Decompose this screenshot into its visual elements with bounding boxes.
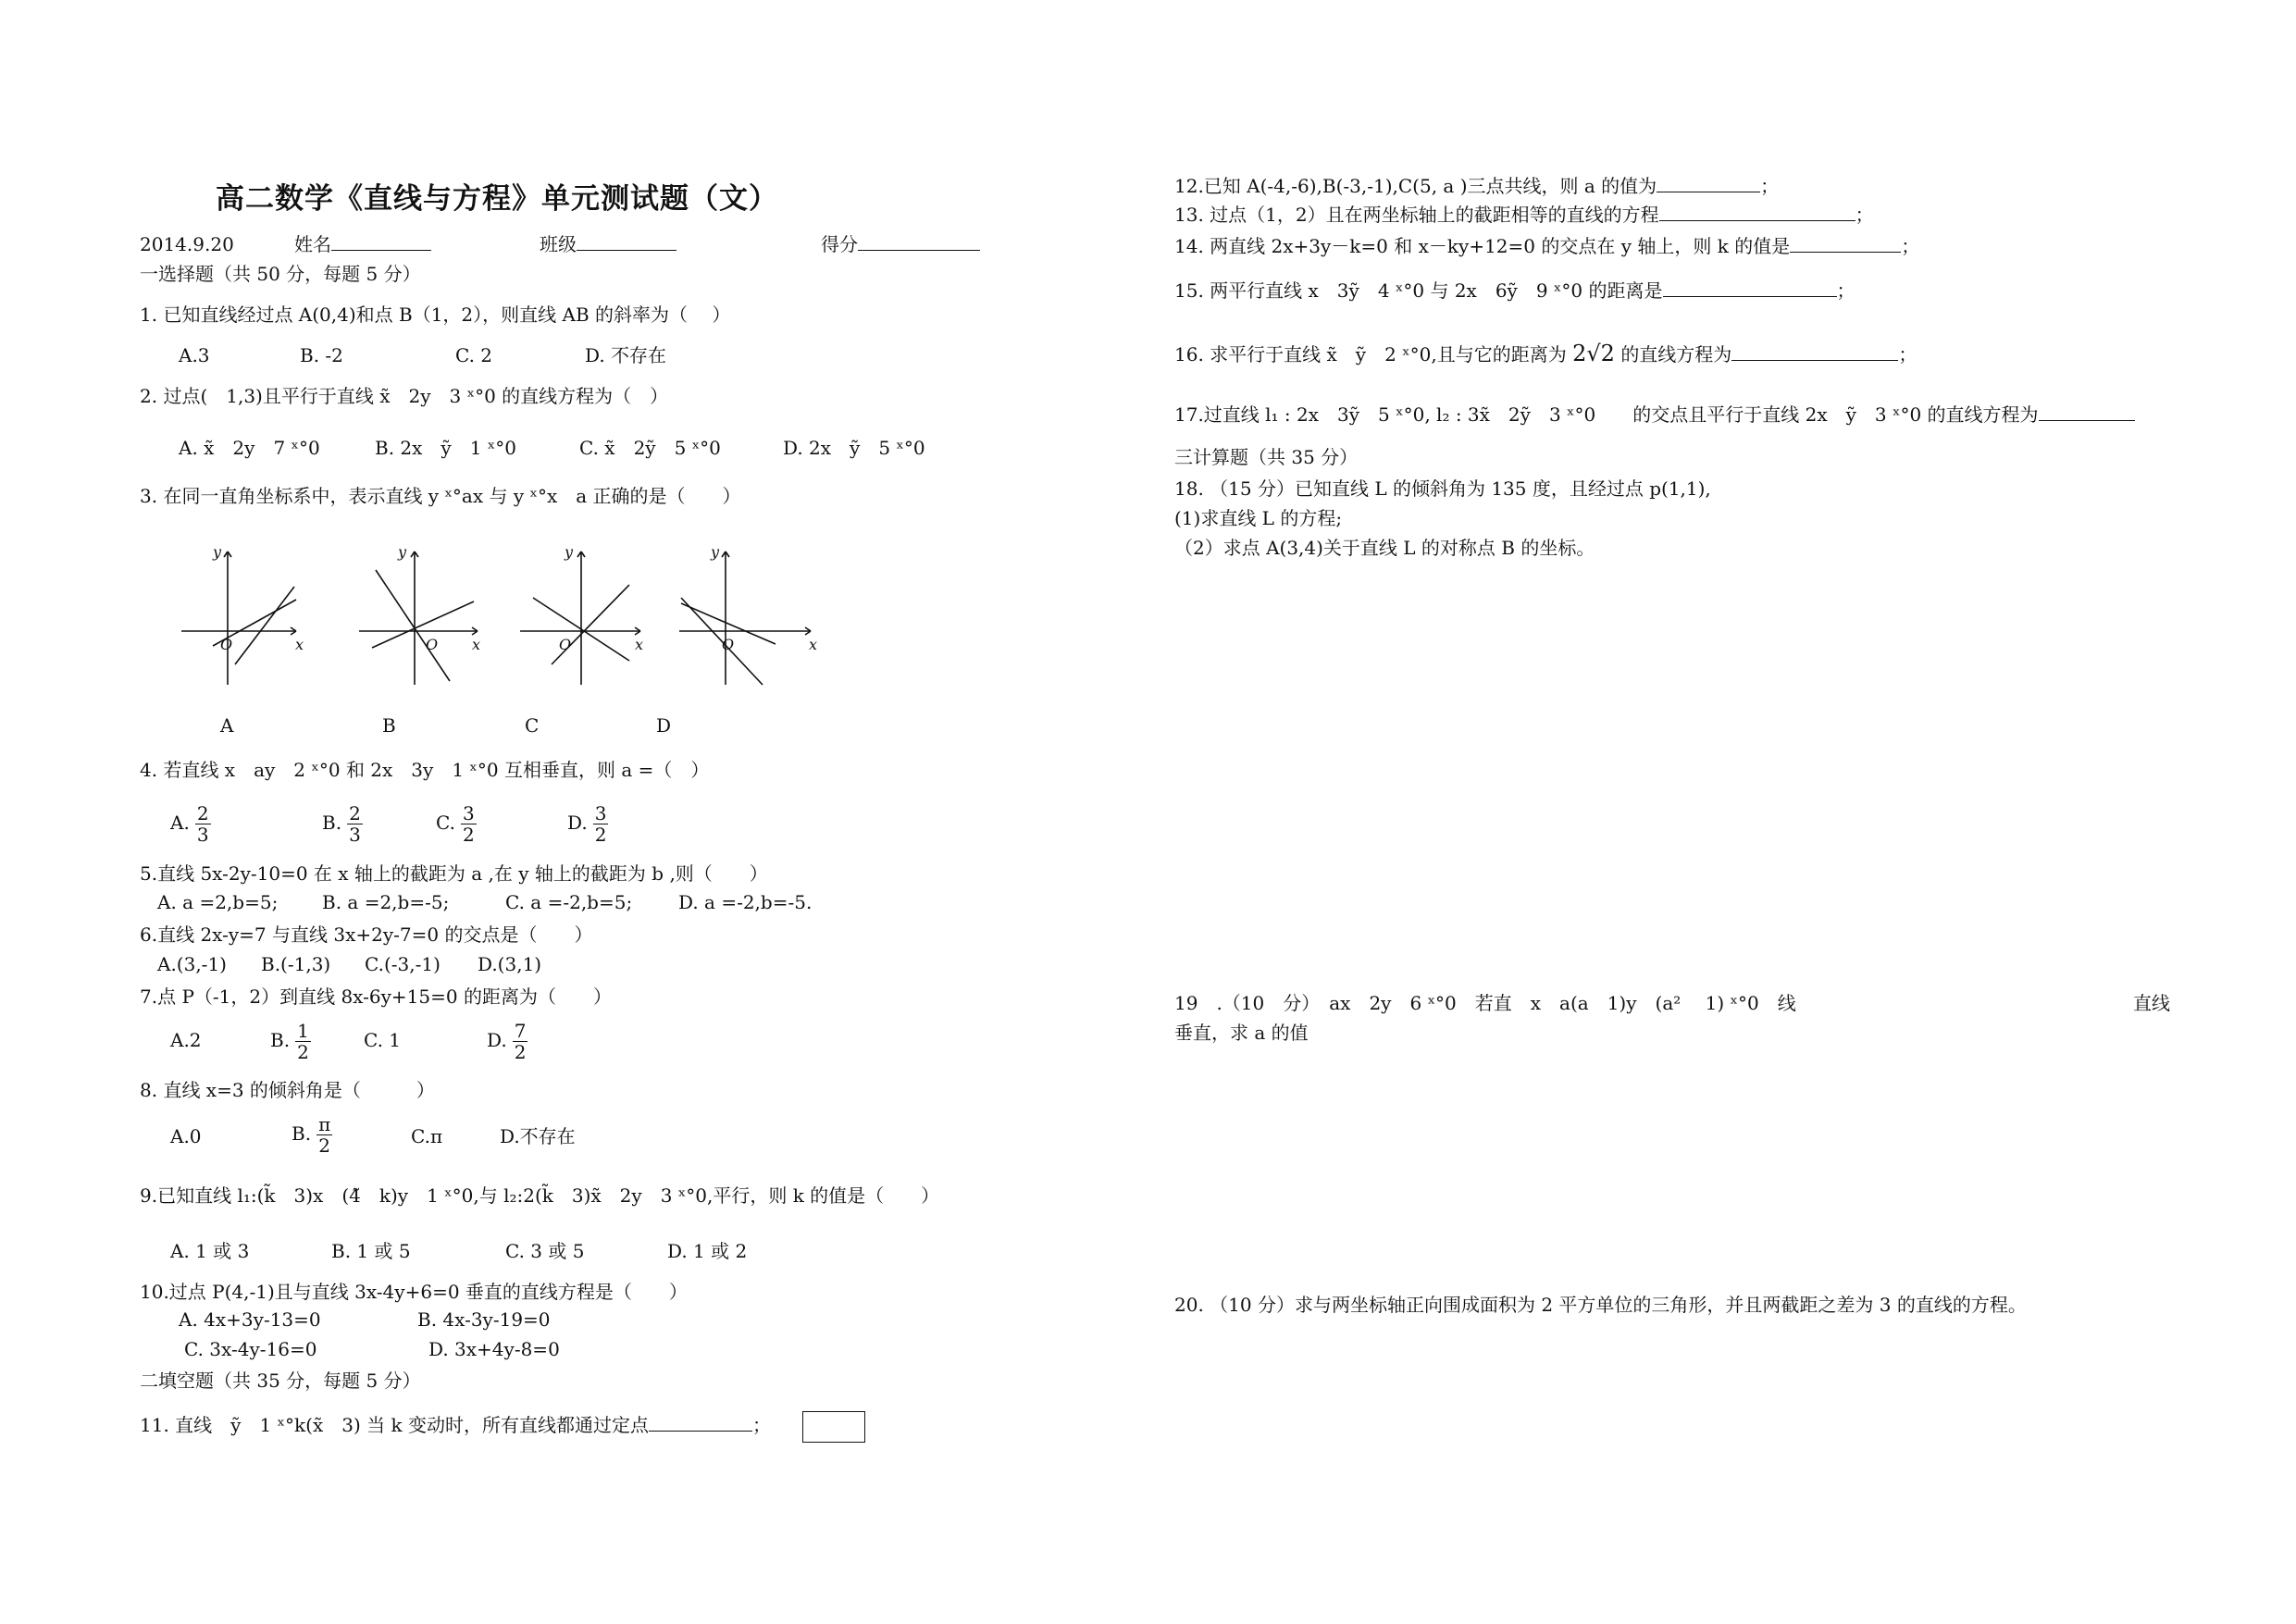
graph-line-2 bbox=[235, 587, 294, 664]
answer-box[interactable] bbox=[802, 1411, 865, 1443]
axis-x-label: x bbox=[809, 636, 818, 653]
axis-x-label: x bbox=[295, 636, 304, 653]
section-choice-heading: 一选择题（共 50 分，每题 5 分） bbox=[140, 263, 421, 285]
question-19-tail: 直线 bbox=[2133, 992, 2170, 1014]
q4-option-b: B. $\frac{2}{3}$ bbox=[322, 802, 361, 846]
score-label: 得分 bbox=[821, 233, 858, 255]
q5-option-c: C. a =-2,b=5; bbox=[505, 891, 633, 913]
q10-option-a: A. 4x+3y-13=0 bbox=[179, 1308, 321, 1331]
q3-graph-d bbox=[674, 543, 822, 694]
question-4: 4. 若直线 x ay 2 ˣ°0 和 2x 3y 1 ˣ°0 互相垂直，则 a =（ ） bbox=[140, 759, 710, 781]
q3-graph-b bbox=[354, 543, 492, 694]
q9-option-d: D. 1 或 2 bbox=[667, 1240, 748, 1262]
q1-option-d: D. 不存在 bbox=[585, 344, 667, 366]
q4-option-d: D. $\frac{3}{2}$ bbox=[567, 802, 607, 846]
question-18: 18. （15 分）已知直线 L 的倾斜角为 135 度，且经过点 p(1,1), bbox=[1174, 477, 1711, 500]
question-11: 11. 直线 ỹ 1 ˣ°k(x̃ 3) 当 k 变动时，所有直线都通过定点 ； bbox=[140, 1414, 771, 1436]
q2-option-a: A. x̃ 2y 7 ˣ°0 bbox=[179, 437, 320, 459]
q3-label-a: A bbox=[220, 714, 234, 737]
page-title: 高二数学《直线与方程》单元测试题（文） bbox=[216, 182, 778, 216]
question-2: 2. 过点( 1,3)且平行于直线 x̃ 2y 3 ˣ°0 的直线方程为（ ） bbox=[140, 385, 669, 407]
q7-option-d: D. $\frac{7}{2}$ bbox=[487, 1020, 527, 1063]
q6-option-a: A.(3,-1) bbox=[157, 953, 227, 975]
question-13: 13. 过点（1，2）且在两坐标轴上的截距相等的直线的方程 ； bbox=[1174, 204, 1874, 226]
question-8: 8. 直线 x=3 的倾斜角是（ ） bbox=[140, 1079, 435, 1101]
q2-option-c: C. x̃ 2ỹ 5 ˣ°0 bbox=[579, 437, 721, 459]
question-19-line-2: 垂直，求 a 的值 bbox=[1174, 1022, 1309, 1044]
q3-label-d: D bbox=[656, 714, 672, 737]
question-10: 10.过点 P(4,-1)且与直线 3x-4y+6=0 垂直的直线方程是（ ） bbox=[140, 1281, 688, 1303]
q2-option-d: D. 2x ỹ 5 ˣ°0 bbox=[783, 437, 925, 459]
q10-option-d: D. 3x+4y-8=0 bbox=[428, 1338, 560, 1360]
q7-option-c: C. 1 bbox=[364, 1029, 402, 1051]
section-fill-heading: 二填空题（共 35 分，每题 5 分） bbox=[140, 1370, 421, 1392]
axis-y-label: y bbox=[213, 543, 222, 561]
q3-label-c: C bbox=[525, 714, 540, 737]
origin-label: O bbox=[722, 636, 735, 653]
name-label: 姓名 bbox=[294, 233, 331, 255]
q3-label-b: B bbox=[382, 714, 396, 737]
q8-option-a: A.0 bbox=[170, 1125, 202, 1147]
question-6: 6.直线 2x-y=7 与直线 3x+2y-7=0 的交点是（ ） bbox=[140, 924, 593, 946]
question-1: 1. 已知直线经过点 A(0,4)和点 B（1，2），则直线 AB 的斜率为（ ） bbox=[140, 304, 731, 326]
axis-x-label: x bbox=[635, 636, 644, 653]
question-16: 16. 求平行于直线 x̃ ỹ 2 ˣ°0,且与它的距离为 2√2 的直线方程为 ； bbox=[1174, 341, 1917, 366]
question-18-part-2: （2）求点 A(3,4)关于直线 L 的对称点 B 的坐标。 bbox=[1174, 537, 1595, 559]
question-20: 20. （10 分）求与两坐标轴正向围成面积为 2 平方单位的三角形，并且两截距之差为 3 的直线的方程。 bbox=[1174, 1294, 2027, 1316]
origin-label: O bbox=[426, 636, 439, 653]
class-label: 班级 bbox=[540, 233, 577, 255]
q2-option-b: B. 2x ỹ 1 ˣ°0 bbox=[375, 437, 516, 459]
question-15: 15. 两平行直线 x 3ỹ 4 ˣ°0 与 2x 6ỹ 9 ˣ°0 的距离是 ； bbox=[1174, 279, 1855, 302]
q6-option-b: B.(-1,3) bbox=[261, 953, 331, 975]
name-field[interactable] bbox=[294, 233, 431, 255]
q4-option-c: C. $\frac{3}{2}$ bbox=[436, 802, 475, 846]
axis-x-label: x bbox=[472, 636, 481, 653]
q5-option-a: A. a =2,b=5; bbox=[157, 891, 279, 913]
question-17: 17.过直线 l₁ : 2x 3ỹ 5 ˣ°0, l₂ : 3x̃ 2ỹ 3 ˣ°0 的交点且平行于直线 2x ỹ 3 ˣ°0 的直线方程为 bbox=[1174, 403, 2135, 426]
question-7: 7.点 P（-1，2）到直线 8x-6y+15=0 的距离为（ ） bbox=[140, 986, 612, 1008]
q10-option-c: C. 3x-4y-16=0 bbox=[184, 1338, 317, 1360]
q5-option-d: D. a =-2,b=-5. bbox=[678, 891, 813, 913]
q6-option-d: D.(3,1) bbox=[478, 953, 542, 975]
exam-date: 2014.9.20 bbox=[140, 233, 234, 255]
question-9: 9.已知直线 l₁:(k̃ 3)x (4̃ k)y 1 ˣ°0,与 l₂:2(k̃ 3)x̃ 2y 3 ˣ°0,平行，则 k 的值是（ ） bbox=[140, 1184, 940, 1207]
graph-line-2 bbox=[376, 570, 450, 681]
q1-option-b: B. -2 bbox=[300, 344, 343, 366]
q8-option-d: D.不存在 bbox=[500, 1125, 576, 1147]
q9-option-b: B. 1 或 5 bbox=[331, 1240, 411, 1262]
origin-label: O bbox=[559, 636, 572, 653]
q8-option-b: B. $\frac{\pi}{2}$ bbox=[292, 1113, 331, 1157]
question-18-part-1: (1)求直线 L 的方程; bbox=[1174, 507, 1343, 529]
q5-option-b: B. a =2,b=-5; bbox=[322, 891, 450, 913]
origin-label: O bbox=[220, 636, 233, 653]
q4-option-a: A. $\frac{2}{3}$ bbox=[170, 802, 209, 846]
question-14: 14. 两直线 2x+3y－k=0 和 x－ky+12=0 的交点在 y 轴上，则 k 的值是 ； bbox=[1174, 235, 1920, 257]
question-19: 19 .（10 分） ax 2y 6 ˣ°0 若直 x a(a 1)y (a² 1) ˣ°0 线 bbox=[1174, 992, 1796, 1014]
q10-option-b: B. 4x-3y-19=0 bbox=[417, 1308, 551, 1331]
q6-option-c: C.(-3,-1) bbox=[365, 953, 441, 975]
q1-option-c: C. 2 bbox=[455, 344, 493, 366]
axis-y-label: y bbox=[565, 543, 574, 561]
q3-graph-c bbox=[515, 543, 653, 694]
axis-y-label: y bbox=[711, 543, 720, 561]
q8-option-c: C.π bbox=[411, 1125, 443, 1147]
question-3: 3. 在同一直角坐标系中，表示直线 y ˣ°ax 与 y ˣ°x a 正确的是（ ） bbox=[140, 485, 741, 507]
q9-option-c: C. 3 或 5 bbox=[505, 1240, 585, 1262]
score-field[interactable] bbox=[821, 233, 980, 255]
q16-distance: 2√2 bbox=[1572, 341, 1615, 366]
section-calc-heading: 三计算题（共 35 分） bbox=[1174, 446, 1359, 468]
q7-option-b: B. $\frac{1}{2}$ bbox=[270, 1020, 309, 1063]
question-5: 5.直线 5x-2y-10=0 在 x 轴上的截距为 a ,在 y 轴上的截距为 b ,则（ ） bbox=[140, 862, 768, 885]
q7-option-a: A.2 bbox=[170, 1029, 202, 1051]
axis-y-label: y bbox=[398, 543, 407, 561]
q1-option-a: A.3 bbox=[179, 344, 210, 366]
q3-graph-a bbox=[176, 543, 315, 694]
class-field[interactable] bbox=[540, 233, 676, 255]
question-12: 12.已知 A(-4,-6),B(-3,-1),C(5, a )三点共线，则 a 的值为 ； bbox=[1174, 175, 1780, 197]
q9-option-a: A. 1 或 3 bbox=[170, 1240, 250, 1262]
